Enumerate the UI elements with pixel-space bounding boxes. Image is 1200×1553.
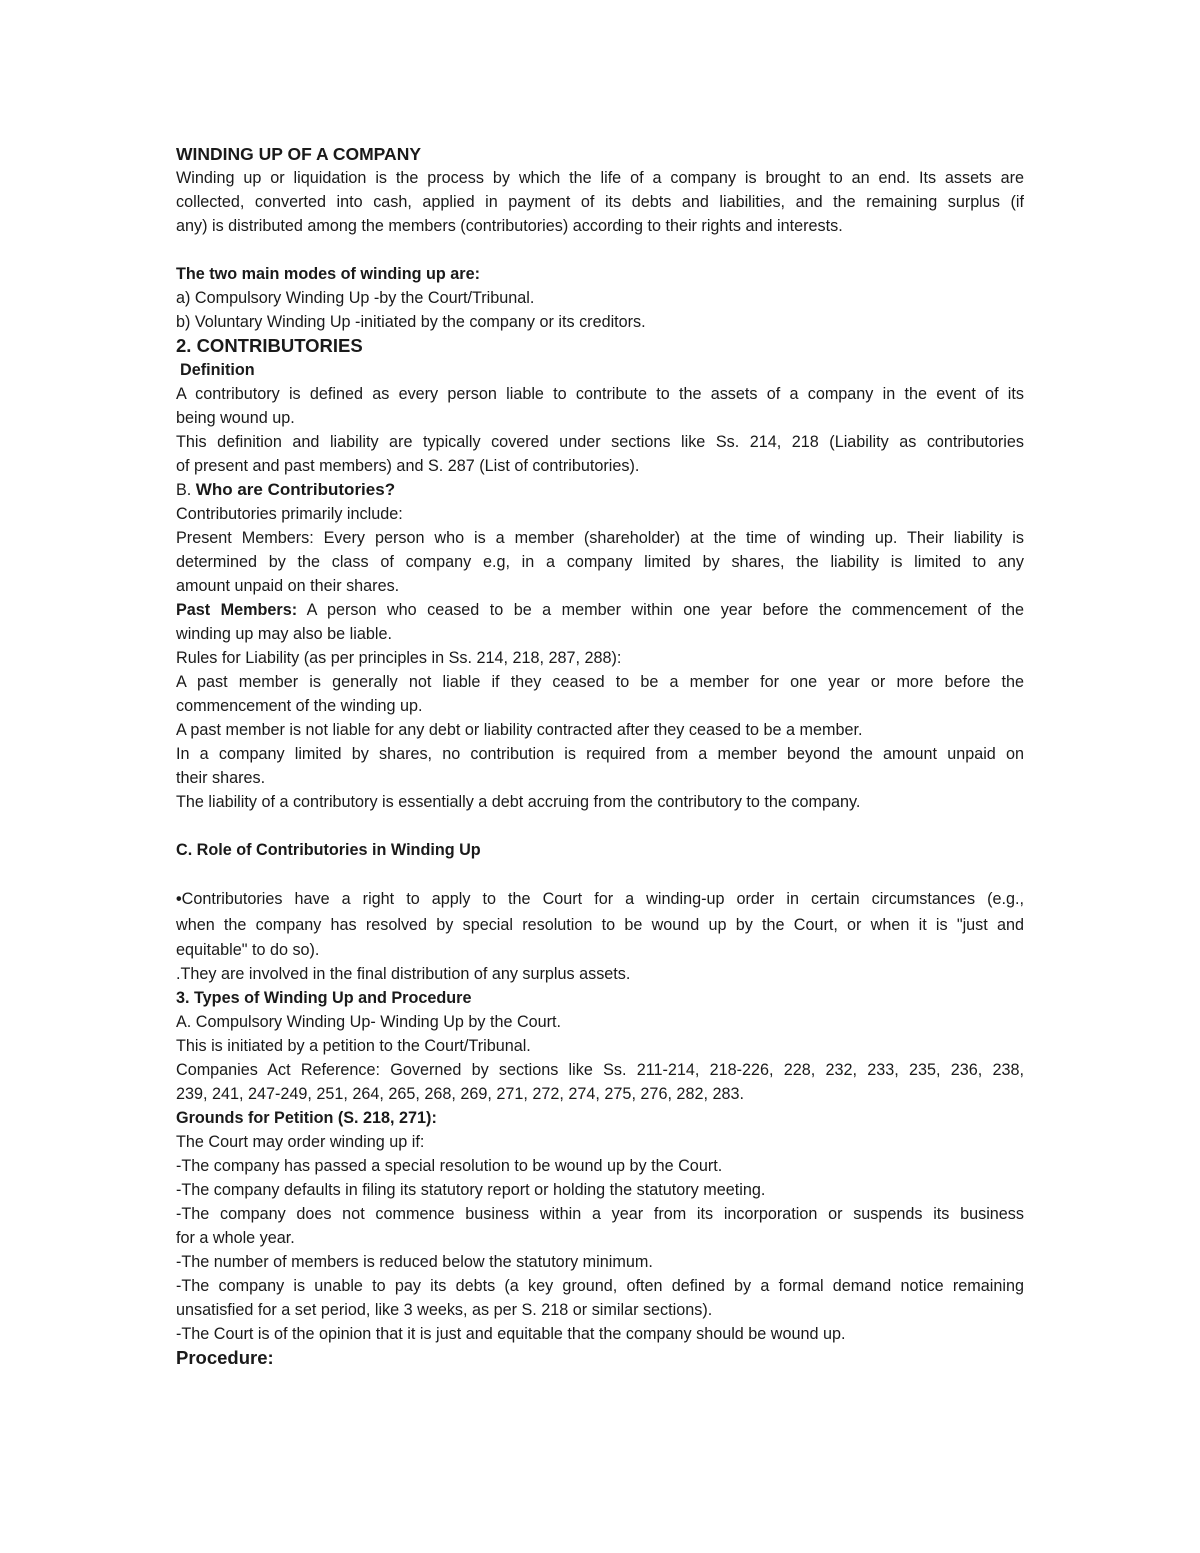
spacer — [176, 862, 1024, 886]
who-heading-row — [176, 478, 1024, 502]
role-line: .They are involved in the final distribution of any surplus assets. — [176, 965, 631, 983]
definition-line: A contributory is defined as every person liable to contribute to the assets of a company in the event of its — [176, 385, 1024, 403]
types-initiated: This is initiated by a petition to the Court/Tribunal. — [176, 1037, 531, 1055]
rules-line: In a company limited by shares, no contribution is required from a member beyond the amount unpaid on — [176, 745, 1024, 763]
grounds-line: -The company has passed a special resolution to be wound up by the Court. — [176, 1157, 723, 1175]
definition-line: being wound up. — [176, 409, 295, 427]
bullet-icon: • — [176, 890, 182, 908]
types-sub-a: A. Compulsory Winding Up- Winding Up by the Court. — [176, 1013, 562, 1031]
intro-line: Winding up or liquidation is the process by which the life of a company is brought to an end. Its assets are — [176, 169, 1024, 187]
definition-heading: Definition — [180, 361, 255, 379]
grounds-line: unsatisfied for a set period, like 3 weeks, as per S. 218 or similar sections). — [176, 1301, 713, 1319]
rules-line: commencement of the winding up. — [176, 697, 423, 715]
spacer — [176, 814, 1024, 838]
intro-line: collected, converted into cash, applied in payment of its debts and liabilities, and the remaining surplus (if — [176, 193, 1024, 211]
procedure-heading: Procedure: — [176, 1347, 274, 1368]
rules-heading: Rules for Liability (as per principles in Ss. 214, 218, 287, 288): — [176, 649, 622, 667]
grounds-heading: Grounds for Petition (S. 218, 271): — [176, 1109, 437, 1127]
mode-item-compulsory: a) Compulsory Winding Up -by the Court/Tribunal. — [176, 289, 535, 307]
who-intro: Contributories primarily include: — [176, 505, 403, 523]
rules-line: A past member is generally not liable if they ceased to be a member for one year or more before the — [176, 673, 1024, 691]
grounds-line: -The company defaults in filing its statutory report or holding the statutory meeting. — [176, 1181, 766, 1199]
past-members-line — [176, 598, 1024, 622]
who-prefix: B. — [176, 481, 196, 499]
role-line: equitable" to do so). — [176, 941, 320, 959]
rules-line: their shares. — [176, 769, 266, 787]
grounds-line: -The number of members is reduced below the statutory minimum. — [176, 1253, 653, 1271]
past-members-label: Past Members: — [176, 601, 298, 619]
definition-line: of present and past members) and S. 287 (List of contributories). — [176, 457, 640, 475]
past-members-text: A person who ceased to be a member within one year before the commencement of the — [297, 601, 1024, 619]
role-line — [176, 886, 1024, 912]
grounds-line: -The Court is of the opinion that it is just and equitable that the company should be wound up. — [176, 1325, 846, 1343]
grounds-line: -The company is unable to pay its debts (a key ground, often defined by a formal demand notice remaining — [176, 1277, 1024, 1295]
role-text: Contributories have a right to apply to the Court for a winding-up order in certain circumstances (e.g., — [181, 890, 1024, 908]
spacer — [176, 238, 1024, 262]
who-heading: Who are Contributories? — [195, 480, 396, 499]
present-members-line: Present Members: Every person who is a member (shareholder) at the time of winding up. Their liability is — [176, 529, 1024, 547]
present-members-line: determined by the class of company e.g, in a company limited by shares, the liability is limited to any — [176, 553, 1024, 571]
rules-line: The liability of a contributory is essentially a debt accruing from the contributory to the company. — [176, 793, 861, 811]
reference-line: Companies Act Reference: Governed by sections like Ss. 211-214, 218-226, 228, 232, 233, 235, 236, 238, — [176, 1061, 1024, 1079]
modes-heading: The two main modes of winding up are: — [176, 265, 480, 283]
grounds-line: for a whole year. — [176, 1229, 295, 1247]
role-line: when the company has resolved by special resolution to be wound up by the Court, or when it is "just and — [176, 916, 1024, 934]
role-heading: C. Role of Contributories in Winding Up — [176, 841, 481, 859]
reference-line: 239, 241, 247-249, 251, 264, 265, 268, 269, 271, 272, 274, 275, 276, 282, 283. — [176, 1085, 744, 1103]
document-title: WINDING UP OF A COMPANY — [176, 144, 421, 164]
document-page — [176, 142, 1024, 1370]
rules-line: A past member is not liable for any debt or liability contracted after they ceased to be a member. — [176, 721, 863, 739]
past-members-line: winding up may also be liable. — [176, 625, 392, 643]
grounds-line: -The company does not commence business within a year from its incorporation or suspends its business — [176, 1205, 1024, 1223]
intro-line: any) is distributed among the members (contributories) according to their rights and interests. — [176, 217, 843, 235]
types-heading: 3. Types of Winding Up and Procedure — [176, 989, 472, 1007]
definition-line: This definition and liability are typically covered under sections like Ss. 214, 218 (Liability as contributories — [176, 433, 1024, 451]
present-members-line: amount unpaid on their shares. — [176, 577, 400, 595]
mode-item-voluntary: b) Voluntary Winding Up -initiated by the company or its creditors. — [176, 313, 646, 331]
contributories-heading: 2. CONTRIBUTORIES — [176, 335, 363, 356]
grounds-intro: The Court may order winding up if: — [176, 1133, 425, 1151]
